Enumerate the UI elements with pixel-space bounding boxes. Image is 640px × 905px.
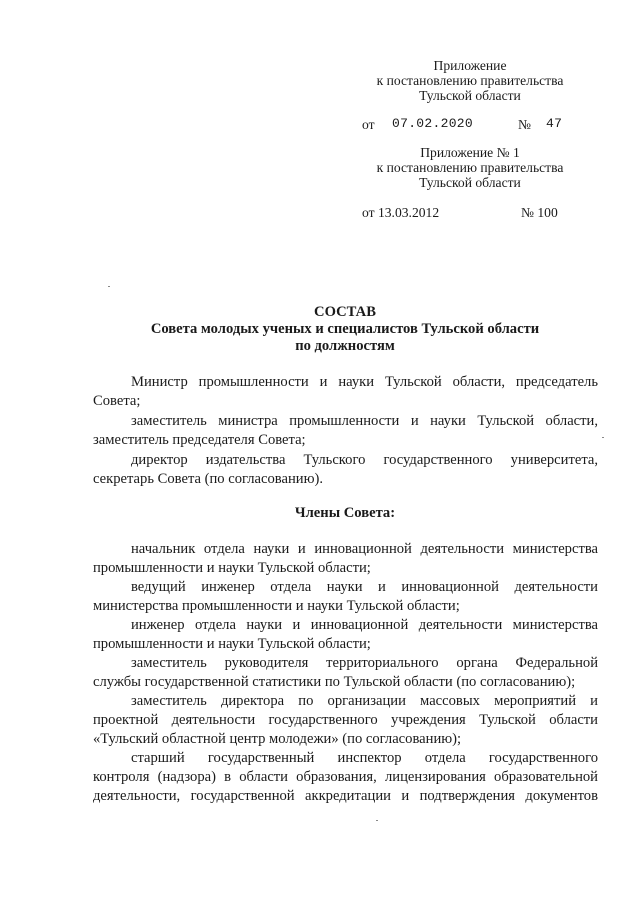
appendix-line: к постановлению правительства [376,73,564,88]
scan-speck [376,820,378,821]
appendix-line: Приложение [433,58,507,73]
appendix-line: Приложение № 1 [420,145,520,160]
scan-speck [602,437,604,438]
text-line: Министр промышленности и науки Тульской области, председатель [131,374,598,390]
appendix-header-2 [360,145,580,190]
member-item [93,749,598,806]
document-date: 07.02.2020 [392,116,474,131]
text-line: ведущий инженер отдела науки и инновационной деятельности [131,579,598,595]
appendix-line: Тульской области [419,175,521,190]
original-number: № 100 [521,205,558,220]
text-line: проектной деятельности государственного учреждения Тульской области [93,712,598,728]
appendix-header-1 [360,58,580,103]
document-subtitle-2: по должностям [295,338,395,354]
original-date: от 13.03.2012 [362,205,440,220]
date-prefix: от [362,117,375,132]
document-title: СОСТАВ [314,304,376,320]
member-item [93,654,598,692]
text-line: Совета; [93,393,141,409]
text-line: контроля (надзора) в области образования, лицензирования образовательной [93,769,598,785]
text-line: деятельности, государственной аккредитации и подтверждения документов [93,788,598,804]
text-line: заместитель директора по организации массовых мероприятий и [131,693,598,709]
member-item [93,692,598,749]
text-line: заместитель руководителя территориального органа Федеральной [131,655,598,671]
member-item [93,616,598,654]
member-item [93,540,598,578]
member-item [93,578,598,616]
text-line: инженер отдела науки и инновационной деятельности министерства [131,617,598,633]
text-line: службы государственной статистики по Тульской области (по согласованию); [93,674,576,690]
members-heading: Члены Совета: [294,505,396,521]
text-line: промышленности и науки Тульской области; [93,636,371,652]
paragraph-chairman [93,373,598,411]
paragraph-secretary [93,451,598,489]
text-line: заместитель председателя Совета; [93,432,306,448]
appendix-line: Тульской области [419,88,521,103]
text-line: начальник отдела науки и инновационной деятельности министерства [131,541,598,557]
text-line: старший государственный инспектор отдела государственного [131,750,598,766]
number-prefix: № [518,117,531,132]
text-line: секретарь Совета (по согласованию). [93,471,324,487]
text-line: директор издательства Тульского государственного университета, [131,452,598,468]
text-line: промышленности и науки Тульской области; [93,560,371,576]
appendix-line: к постановлению правительства [376,160,564,175]
scan-speck [108,286,110,287]
text-line: «Тульский областной центр молодежи» (по согласованию); [93,731,462,747]
document-number: 47 [546,116,563,131]
paragraph-deputy-chairman [93,412,598,450]
text-line: заместитель министра промышленности и науки Тульской области, [131,413,598,429]
text-line: министерства промышленности и науки Тульской области; [93,598,460,614]
document-subtitle: Совета молодых ученых и специалистов Тульской области [150,321,540,337]
